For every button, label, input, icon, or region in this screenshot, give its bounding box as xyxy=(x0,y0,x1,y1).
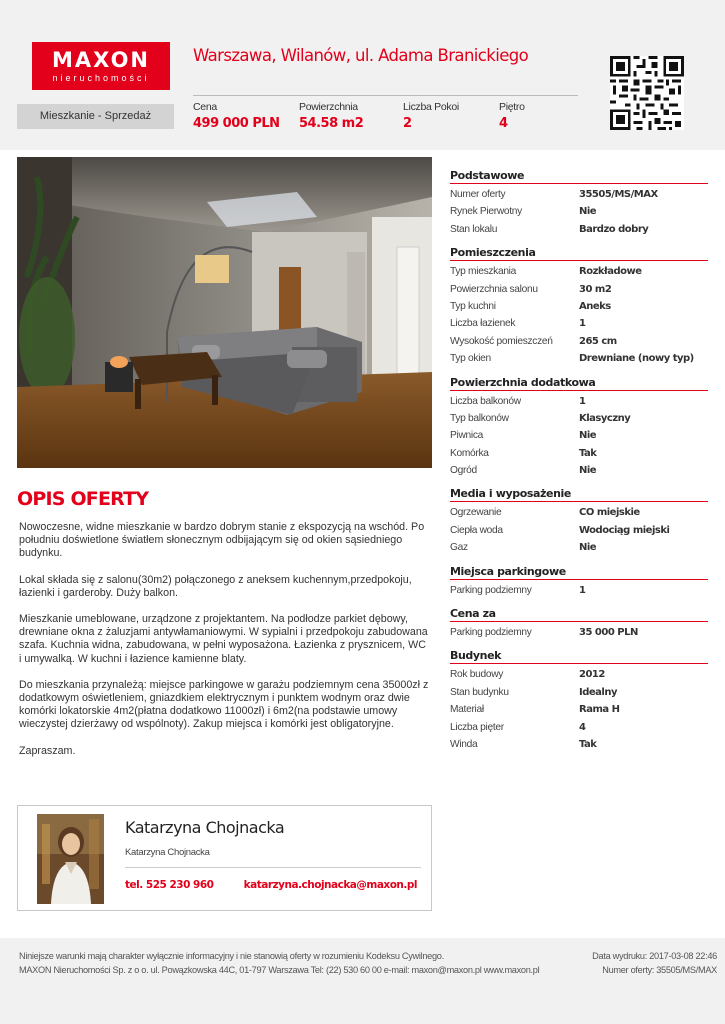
spec-key: Winda xyxy=(450,738,478,750)
qr-code-icon[interactable] xyxy=(610,56,684,130)
section-title: Media i wyposażenie xyxy=(450,486,708,502)
agent-name: Katarzyna Chojnacka xyxy=(125,818,285,837)
spec-key: Stan lokalu xyxy=(450,223,498,235)
floor-value: 4 xyxy=(499,116,508,131)
spec-key: Liczba pięter xyxy=(450,721,504,733)
spec-key: Liczba balkonów xyxy=(450,395,521,407)
footer-info xyxy=(19,949,539,977)
section-building xyxy=(450,648,708,753)
spec-key: Rynek Pierwotny xyxy=(450,206,522,218)
spec-key: Typ balkonów xyxy=(450,412,509,424)
footer-disclaimer: Niniejsze warunki mają charakter wyłącznie informacyjny i nie stanowią oferty w rozumieniu Kodeksu Cywilnego. xyxy=(19,951,444,961)
divider xyxy=(125,867,421,868)
section-price-for xyxy=(450,606,708,641)
divider xyxy=(193,95,578,96)
spec-key: Typ kuchni xyxy=(450,300,496,312)
section-rooms xyxy=(450,245,708,367)
section-title: Cena za xyxy=(450,606,708,622)
spec-row xyxy=(450,684,708,701)
spec-value: Nie xyxy=(579,206,597,218)
agent-phone-link[interactable]: tel. 525 230 960 xyxy=(125,879,214,891)
spec-key: Piwnica xyxy=(450,430,484,442)
spec-value: Nie xyxy=(579,430,597,442)
footer-company: MAXON Nieruchomości Sp. z o o. ul. Powązkowska 44C, 01-797 Warszawa Tel: (22) 530 60 00 e-mail: maxon@maxon.pl www.maxon.pl xyxy=(19,965,540,975)
spec-value: 265 cm xyxy=(579,335,617,347)
spec-row xyxy=(450,203,708,220)
spec-value: Tak xyxy=(579,738,597,750)
description-paragraph: Zapraszam. xyxy=(19,744,76,757)
spec-value: Nie xyxy=(579,542,597,554)
floor-label: Piętro xyxy=(499,101,525,113)
spec-value: Wodociąg miejski xyxy=(579,524,670,536)
spec-key: Typ mieszkania xyxy=(450,266,517,278)
spec-key: Liczba łazienek xyxy=(450,318,516,330)
spec-value: 30 m2 xyxy=(579,283,612,295)
spec-key: Numer oferty xyxy=(450,189,506,200)
spec-row xyxy=(450,719,708,736)
spec-row xyxy=(450,539,708,556)
spec-row xyxy=(450,582,708,599)
spec-key: Stan budynku xyxy=(450,686,509,698)
spec-value: 2012 xyxy=(579,669,605,681)
spec-value: Bardzo dobry xyxy=(579,223,649,235)
print-date: Data wydruku: 2017-03-08 22:46 xyxy=(592,951,717,961)
section-parking xyxy=(450,564,708,599)
footer-meta xyxy=(592,949,717,977)
spec-key: Materiał xyxy=(450,704,484,716)
spec-row xyxy=(450,445,708,462)
spec-row xyxy=(450,624,708,641)
property-photo[interactable] xyxy=(17,157,432,468)
section-title: Budynek xyxy=(450,648,708,664)
spec-key: Ciepła woda xyxy=(450,524,503,536)
description-paragraph: Do mieszkania przynależą: miejsce parkingowe w garażu podziemnym cena 35000zł z dodatkowym oświetleniem, gniazdkiem elektrycznym i punktem wodnym oraz dwie komórki lokatorskie 4m2(płatna dodatkowo 11000zł) i 6m2(na podstawie umowy wieczystej dzierżawy od wspólnoty). Zakup miejsca i komórki jest obligatoryjne. xyxy=(19,678,429,731)
header xyxy=(0,0,725,150)
spec-key: Gaz xyxy=(450,542,468,554)
footer-offer-number: Numer oferty: 35505/MS/MAX xyxy=(602,965,717,975)
spec-row xyxy=(450,666,708,683)
description-text xyxy=(19,521,429,771)
spec-key: Komórka xyxy=(450,447,489,459)
description-title: OPIS OFERTY xyxy=(17,488,149,510)
spec-row xyxy=(450,736,708,753)
spec-value: Rozkładowe xyxy=(579,266,642,278)
agent-portrait-image xyxy=(37,814,104,904)
section-title: Powierzchnia dodatkowa xyxy=(450,375,708,391)
spec-row xyxy=(450,410,708,427)
living-room-image xyxy=(17,157,432,468)
spec-row xyxy=(450,315,708,332)
spec-row xyxy=(450,298,708,315)
spec-row xyxy=(450,522,708,539)
rooms-field xyxy=(403,101,459,131)
section-title: Pomieszczenia xyxy=(450,245,708,261)
footer xyxy=(0,938,725,1024)
spec-row xyxy=(450,281,708,298)
spec-row xyxy=(450,504,708,521)
page-title: Warszawa, Wilanów, ul. Adama Branickiego xyxy=(193,46,529,65)
agent-subtitle: Katarzyna Chojnacka xyxy=(125,847,210,858)
maxon-logo[interactable] xyxy=(32,42,170,90)
description-paragraph: Nowoczesne, widne mieszkanie w bardzo dobrym stanie z ekspozycją na wschód. Po południu doświetlone światłem słonecznym odbijającym się od okien sąsiedniego budynku. xyxy=(19,521,425,560)
area-field xyxy=(299,101,363,131)
specs-panel xyxy=(450,168,708,760)
area-value: 54.58 m2 xyxy=(299,116,364,131)
spec-row xyxy=(450,427,708,444)
spec-value: Aneks xyxy=(579,300,611,312)
spec-key: Typ okien xyxy=(450,353,491,365)
agent-card xyxy=(17,805,432,911)
spec-row xyxy=(450,263,708,280)
spec-value: Drewniane (nowy typ) xyxy=(579,353,694,365)
spec-key: Powierzchnia salonu xyxy=(450,283,538,295)
spec-key: Rok budowy xyxy=(450,669,504,681)
spec-key: Wysokość pomieszczeń xyxy=(450,335,553,347)
spec-value: 1 xyxy=(579,318,586,330)
spec-value: Klasyczny xyxy=(579,412,631,424)
section-title: Miejsca parkingowe xyxy=(450,564,708,580)
area-label: Powierzchnia xyxy=(299,101,358,113)
price-value: 499 000 PLN xyxy=(193,116,280,131)
rooms-label: Liczba Pokoi xyxy=(403,101,459,113)
floor-field xyxy=(499,101,525,131)
spec-row xyxy=(450,462,708,479)
spec-value: Tak xyxy=(579,447,597,459)
rooms-value: 2 xyxy=(403,116,412,131)
section-basic xyxy=(450,168,708,238)
spec-value: Idealny xyxy=(579,686,617,698)
spec-value: 35 000 PLN xyxy=(579,627,638,639)
section-title: Podstawowe xyxy=(450,168,708,184)
spec-key: Parking podziemny xyxy=(450,627,532,639)
logo-subtitle: nieruchomości xyxy=(52,73,150,83)
description-paragraph: Lokal składa się z salonu(30m2) połączonego z aneksem kuchennym,przedpokoju, łazienki i garderoby. Duży balkon. xyxy=(19,573,412,599)
spec-key: Ogród xyxy=(450,465,477,477)
spec-value: 4 xyxy=(579,721,586,733)
spec-value: Rama H xyxy=(579,704,620,716)
logo-brand: MAXON xyxy=(51,48,151,72)
section-media xyxy=(450,486,708,556)
spec-value: 35505/MS/MAX xyxy=(579,189,658,200)
spec-key: Ogrzewanie xyxy=(450,507,502,519)
spec-row xyxy=(450,350,708,367)
description-paragraph: Mieszkanie umeblowane, urządzone z projektantem. Na podłodze parkiet dębowy, drewniane okna z żaluzjami antywłamaniowymi. W sypialni i przedpokoju zabudowana szafa. Kuchnia widna, zabudowana, w pełni wyposażona. Łazienka z prysznicem, WC i umywalką. W kuchni i łazience kamienne blaty. xyxy=(19,613,428,665)
spec-value: 1 xyxy=(579,395,586,407)
price-field xyxy=(193,101,280,131)
spec-value: 1 xyxy=(579,584,586,596)
spec-value: CO miejskie xyxy=(579,507,640,519)
spec-value: Nie xyxy=(579,465,597,477)
spec-row xyxy=(450,186,708,203)
spec-row xyxy=(450,333,708,350)
spec-row xyxy=(450,701,708,718)
spec-row xyxy=(450,393,708,410)
section-extra-area xyxy=(450,375,708,480)
price-label: Cena xyxy=(193,101,217,113)
spec-row xyxy=(450,221,708,238)
spec-key: Parking podziemny xyxy=(450,584,532,596)
agent-email-link[interactable]: katarzyna.chojnacka@maxon.pl xyxy=(243,879,417,891)
category-badge: Mieszkanie - Sprzedaż xyxy=(17,104,174,129)
agent-avatar xyxy=(37,814,104,904)
